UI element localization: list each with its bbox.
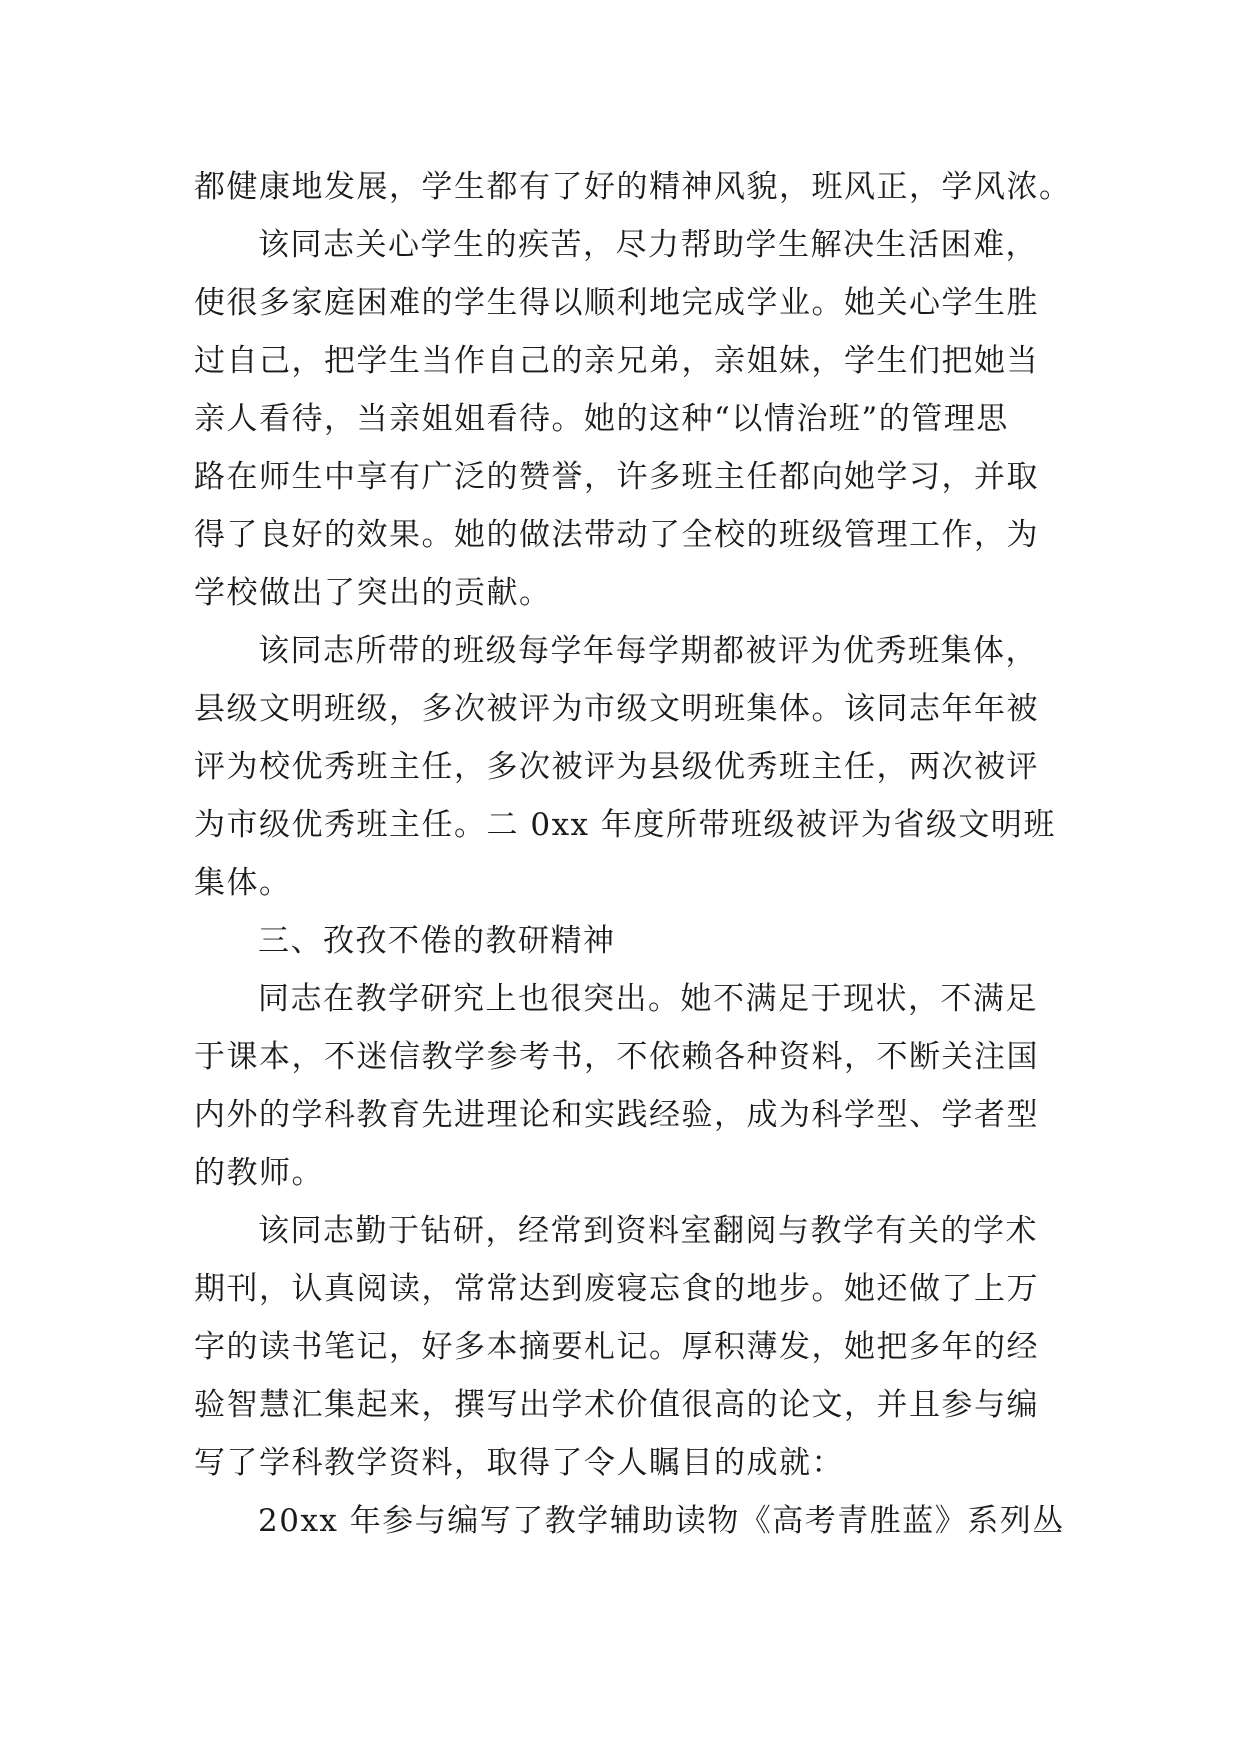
text-line: 县级文明班级，多次被评为市级文明班集体。该同志年年被 xyxy=(194,691,1039,727)
text-line: 得了良好的效果。她的做法带动了全校的班级管理工作，为 xyxy=(194,517,1039,553)
text-line: 使很多家庭困难的学生得以顺利地完成学业。她关心学生胜 xyxy=(194,285,1039,321)
body-text xyxy=(194,158,1074,1550)
text-line: 集体。 xyxy=(194,865,292,901)
text-line: 评为校优秀班主任，多次被评为县级优秀班主任，两次被评 xyxy=(194,749,1039,785)
text-line: 期刊，认真阅读，常常达到废寝忘食的地步。她还做了上万 xyxy=(194,1271,1039,1307)
paragraph-start-line: 该同志勤于钻研，经常到资料室翻阅与教学有关的学术 xyxy=(258,1213,1038,1249)
paragraph-start-line: 20xx 年参与编写了教学辅助读物《高考青胜蓝》系列丛 xyxy=(258,1503,1065,1539)
text-line: 都健康地发展，学生都有了好的精神风貌，班风正，学风浓。 xyxy=(194,169,1072,205)
section-heading: 三、孜孜不倦的教研精神 xyxy=(258,923,616,959)
text-line: 为市级优秀班主任。二 0xx 年度所带班级被评为省级文明班 xyxy=(194,807,1056,843)
text-line: 字的读书笔记，好多本摘要札记。厚积薄发，她把多年的经 xyxy=(194,1329,1039,1365)
paragraph-start-line: 该同志关心学生的疾苦，尽力帮助学生解决生活困难， xyxy=(258,227,1038,263)
text-line: 验智慧汇集起来，撰写出学术价值很高的论文，并且参与编 xyxy=(194,1387,1039,1423)
text-line: 于课本，不迷信教学参考书，不依赖各种资料，不断关注国 xyxy=(194,1039,1039,1075)
text-line: 路在师生中享有广泛的赞誉，许多班主任都向她学习，并取 xyxy=(194,459,1039,495)
text-line: 内外的学科教育先进理论和实践经验，成为科学型、学者型 xyxy=(194,1097,1039,1133)
text-line: 亲人看待，当亲姐姐看待。她的这种“以情治班”的管理思 xyxy=(194,401,1009,437)
text-line: 学校做出了突出的贡献。 xyxy=(194,575,552,611)
text-line: 写了学科教学资料，取得了令人瞩目的成就： xyxy=(194,1445,844,1481)
text-line: 过自己，把学生当作自己的亲兄弟，亲姐妹，学生们把她当 xyxy=(194,343,1039,379)
text-line: 的教师。 xyxy=(194,1155,324,1191)
paragraph-start-line: 同志在教学研究上也很突出。她不满足于现状，不满足 xyxy=(258,981,1038,1017)
paragraph-start-line: 该同志所带的班级每学年每学期都被评为优秀班集体， xyxy=(258,633,1038,669)
